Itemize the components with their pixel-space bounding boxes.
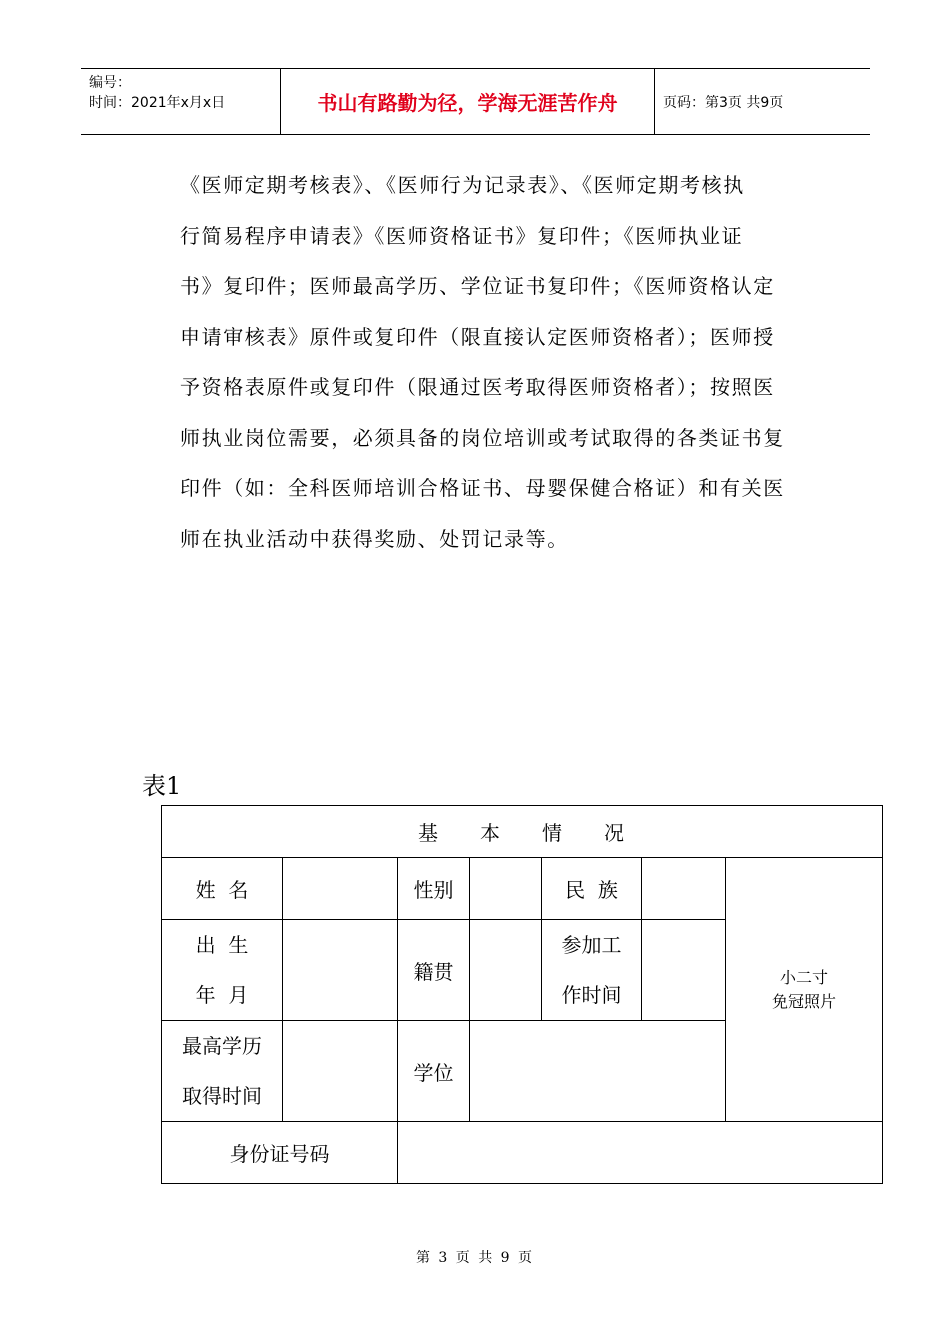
ethnicity-label: 民 族 (542, 858, 642, 920)
basic-info-table (161, 805, 883, 1184)
birth-label-line-2: 年 月 (195, 983, 249, 1007)
ethnicity-value-cell[interactable] (642, 858, 726, 920)
degree-label: 学位 (398, 1021, 470, 1122)
header-meta (81, 69, 281, 134)
document-date-label: 时间：2021年x月x日 (89, 95, 226, 111)
photo-label-line-1: 小二寸 (780, 967, 829, 987)
paragraph-line: 予资格表原件或复印件（限通过医考取得医师资格者）；按照医 (180, 375, 775, 399)
education-label-line-2: 取得时间 (182, 1084, 262, 1108)
paragraph-line: 申请审核表》原件或复印件（限直接认定医师资格者）；医师授 (180, 324, 775, 349)
paragraph-line: 师在执业活动中获得奖励、处罚记录等。 (180, 526, 569, 551)
degree-value-cell[interactable] (470, 1021, 726, 1122)
gender-label: 性别 (398, 858, 470, 920)
native-place-label: 籍贯 (398, 920, 470, 1021)
work-start-label-line-2: 作时间 (561, 983, 622, 1007)
header-motto: 书山有路勤为径，学海无涯苦作舟 (281, 69, 655, 134)
paragraph-line: 书》复印件；医师最高学历、学位证书复印件；《医师资格认定 (180, 274, 775, 298)
document-number-label: 编号： (89, 75, 131, 91)
name-label: 姓 名 (162, 858, 283, 920)
work-start-label-line-1: 参加工 (561, 933, 622, 957)
table-title: 基本情况 (162, 806, 883, 858)
id-number-label: 身份证号码 (162, 1122, 398, 1184)
id-number-value-cell[interactable] (398, 1122, 883, 1184)
birth-label-line-1: 出 生 (195, 933, 249, 957)
name-value-cell[interactable] (283, 858, 398, 920)
photo-label-line-2: 免冠照片 (772, 991, 837, 1011)
photo-cell (726, 858, 883, 1122)
paragraph-line: 印件（如：全科医师培训合格证书、母婴保健合格证）和有关医 (180, 476, 785, 500)
paragraph-line: 《医师定期考核表》、《医师行为记录表》、《医师定期考核执 (180, 173, 745, 197)
body-paragraph (180, 160, 810, 564)
native-place-value-cell[interactable] (470, 920, 542, 1021)
birth-value-cell[interactable] (283, 920, 398, 1021)
table-caption: 表1 (142, 772, 182, 800)
page-header (81, 68, 870, 135)
paragraph-line: 师执业岗位需要，必须具备的岗位培训或考试取得的各类证书复 (180, 425, 785, 450)
header-page-info: 页码：第3页 共9页 (663, 94, 784, 111)
education-label (162, 1021, 283, 1122)
birth-label (162, 920, 283, 1021)
page-footer: 第 3 页 共 9 页 (415, 1250, 535, 1266)
gender-value-cell[interactable] (470, 858, 542, 920)
education-value-cell[interactable] (283, 1021, 398, 1122)
education-label-line-1: 最高学历 (182, 1034, 262, 1058)
work-start-label (542, 920, 642, 1021)
paragraph-line: 行简易程序申请表》《医师资格证书》复印件；《医师执业证 (180, 223, 744, 248)
work-start-value-cell[interactable] (642, 920, 726, 1021)
